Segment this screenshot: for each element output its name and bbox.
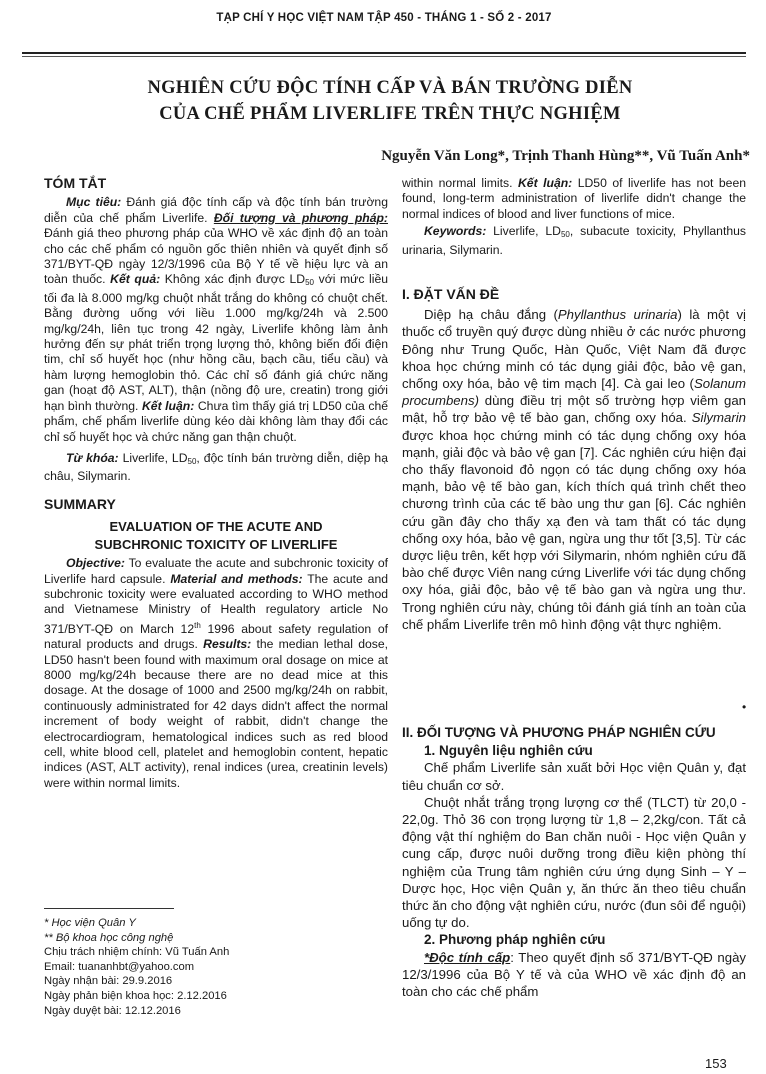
left-column — [44, 176, 388, 791]
s1-text-d: được khoa học chứng minh có tác dụng chống oxy hóa mạnh, giải độc và bảo vệ gan [7]. Các nghiên cứu hiện đại cho thấy flavonoid đỏ ngọn có tác dụng chống oxy hóa mạnh, bảo vệ tế bào gan, kích thích quá trình chết theo chương trình của các tế bào ung thư gan [6]. Các nghiên cứu gần đây cho thấy xạ đen và tam thất có tác dụng chống oxy hóa, bảo vệ gan, ngừa ung thư tốt [3,5]. Từ các dược liệu trên, kết hợp với Silymarin, nhóm nghiên cứu đã bào chế được Viên nang cứng Liverlife với tác dụng chống oxy hóa, giải độc, bảo vệ tế bào gan và ngừa ung thư. Trong nghiên cứu này, chúng tôi đánh giá tính an toàn của chế phẩm Liverlife trên mô hình động vật thực nghiệm. — [402, 427, 746, 632]
label-results: Results: — [203, 637, 252, 652]
article-title-line1: NGHIÊN CỨU ĐỘC TÍNH CẤP VÀ BÁN TRƯỜNG DIỄN — [147, 78, 633, 98]
header-divider — [22, 52, 746, 54]
text-conclusion: LD50 of liverlife has not been found, long-term administration of liverlife didn't change the normal indices of blood and liver functions of mice. — [402, 176, 747, 221]
text-keywords-a: Liverlife, LD — [493, 224, 561, 239]
text-doi-tuong: Đánh giá theo phương pháp của WHO về xác định độ an toàn cho các chế phẩm có nguồn gốc thiên nhiên và quyết định số 371/BYT-QĐ ngày 12/3/1996 của Bộ Y tế về hiệu lực và an toàn thuốc. — [44, 226, 388, 287]
footnote-affiliation-1: * Học viện Quân Y — [44, 917, 136, 929]
s1-text-a: Diệp hạ châu đắng ( — [424, 307, 558, 323]
s2-paragraph-3 — [402, 949, 746, 1001]
ld50-subscript: 50 — [187, 456, 197, 466]
text-material-a: The acute and subchronic toxicity were evaluated according to WHO method and Vietnamese Ministry of Health regulatory article No 371/BYT-QĐ on March 12 — [44, 571, 389, 636]
label-ket-luan: Kết luận: — [141, 398, 195, 413]
footnote-received: Ngày nhận bài: 29.9.2016 — [44, 975, 173, 988]
superscript-th: th — [194, 620, 201, 630]
footnote-reviewed: Ngày phản biện khoa học: 2.12.2016 — [44, 989, 227, 1002]
footnote-accepted: Ngày duyệt bài: 12.12.2016 — [44, 1004, 181, 1017]
text-ket-qua-a: Không xác định được LD — [164, 272, 306, 287]
label-tu-khoa: Từ khóa: — [66, 450, 119, 465]
s1-text-b: ) là một vị thuốc cổ truyền quý được dùng nhiều ở các nước phương Đông như Trung Quốc, Hàn Quốc, Việt Nam đã được khoa học chứng minh có tác dụng giải độc, bảo vệ gan, chống oxy hóa, bảo vệ tim mạch [4]. Cà gai leo ( — [402, 307, 746, 392]
label-ket-qua: Kết quả: — [110, 272, 161, 287]
label-conclusion: Kết luận: — [518, 176, 573, 190]
keywords-en — [402, 224, 746, 258]
keywords-vi — [44, 451, 388, 485]
footnote-affiliation-2: ** Bộ khoa học công nghệ — [44, 931, 174, 944]
ld50-subscript: 50 — [560, 230, 570, 240]
english-title-line2: SUBCHRONIC TOXICITY OF LIVERLIFE — [94, 537, 338, 553]
label-doc-tinh-cap: *Độc tính cấp — [424, 949, 511, 965]
footnotes — [44, 916, 344, 1018]
journal-header: TẠP CHÍ Y HỌC VIỆT NAM TẬP 450 - THÁNG 1 - SỐ 2 - 2017 — [216, 12, 552, 24]
s1-italic-silymarin: Silymarin — [691, 410, 746, 426]
right-column-top — [402, 176, 746, 258]
label-doi-tuong: Đối tượng và phương pháp: — [213, 210, 388, 225]
text-ket-qua-b: với mức liều tối đa là 8.000 mg/kg chuột nhắt trắng do không có chuột chết. Bằng đường uống với liều 1.000 mg/kg/24h và 2.500 mg/kg/24h, liên tục trong 42 ngày, Liverlife không làm ảnh hưởng đến sự phát triển trọng lượng thỏ, không biến đổi điện tim, chỉ số huyết học (như hồng cầu, bạch cầu, tiểu cầu) và hàm lượng hemoglobin thỏ. Các chỉ số đánh giá chức năng gan (hoạt độ AST, ALT), thận (nồng độ ure, creatin) trong giới hạn bình thường. — [44, 272, 389, 413]
english-title-line1: EVALUATION OF THE ACUTE AND — [109, 519, 323, 535]
label-material: Material and methods: — [170, 571, 303, 586]
label-objective: Objective: — [66, 556, 125, 571]
text-keywords-b: , subacute toxicity, Phyllanthus urinaria, Silymarin. — [402, 224, 746, 257]
section-1 — [402, 286, 746, 633]
article-title-line2: CỦA CHẾ PHẨM LIVERLIFE TRÊN THỰC NGHIỆM — [159, 104, 621, 124]
section-heading-tom-tat: TÓM TẮT — [44, 175, 107, 191]
text-material-b: 1996 about safety regulation of natural products and drugs. — [44, 621, 388, 652]
text-tu-khoa-a: Liverlife, LD — [122, 450, 188, 465]
s1-italic-phyllanthus: Phyllanthus urinaria — [557, 307, 678, 323]
summary-conclusion-paragraph — [402, 176, 746, 222]
text-ket-luan: Chưa tìm thấy giá trị LD50 của chế phẩm, chế phẩm liverlife dùng kéo dài không làm thay đổi các chỉ số huyết học và chức năng gan thận chuột. — [44, 398, 389, 444]
s1-italic-solanum: Solanum procumbens) — [402, 376, 746, 409]
text-doc-tinh-cap: : Theo quyết định số 371/BYT-QĐ ngày 12/3/1996 của Bộ Y tế và của WHO về xác định độ an toàn cho các chế phẩm — [402, 949, 746, 1000]
s2-paragraph-1: Chế phẩm Liverlife sản xuất bởi Học viện Quân y, đạt tiêu chuẩn cơ sở. — [402, 760, 746, 793]
label-keywords: Keywords: — [424, 224, 487, 239]
text-results-end: within normal limits. — [402, 176, 513, 190]
s1-text-c: dùng điều trị một số trường hợp viêm gan mật, hỗ trợ bảo vệ tế bào gan, chống oxy hóa. — [402, 393, 746, 426]
text-tu-khoa-b: , độc tính bán trường diễn, diệp hạ châu, Silymarin. — [44, 450, 388, 484]
section-2 — [402, 724, 746, 1000]
label-muc-tieu: Mục tiêu: — [66, 195, 122, 210]
text-muc-tieu: Đánh giá độc tính cấp và độc tính bán trường diễn của chế phẩm Liverlife. — [44, 195, 388, 225]
section-heading-doi-tuong: II. ĐỐI TƯỢNG VÀ PHƯƠNG PHÁP NGHIÊN CỨU — [402, 725, 716, 740]
subsection-nguyen-lieu: 1. Nguyên liệu nghiên cứu — [424, 743, 593, 759]
text-results: the median lethal dose, LD50 hasn't been found with maximum oral dosage on mice at 8000 mg/kg/24h because there are no dead mice at this dosage. At the dosage of 1000 and 2500 mg/kg/24h on rabbit, continuously administrated for 42 days didn't affect the normal increment of body weight of rabbit, didn't change the electrocardiogram, hematological indices such as red blood cell, white blood cell, platelet and hemoglobin content, hepatic indices (AST, ALT activity), renal indices (urea, creatinin levels) were within normal limits. — [44, 637, 389, 790]
ld50-subscript: 50 — [305, 278, 314, 288]
text-objective: To evaluate the acute and subchronic toxicity of Liverlife hard capsule. — [44, 556, 388, 586]
s2-paragraph-2: Chuột nhắt trắng trọng lượng cơ thể (TLCT) từ 20,0 - 22,0g. Thỏ 36 con trọng lượng từ 1,8 – 2,2kg/con. Tất cả động vật thí nghiệm do Ban chăn nuôi - Học viện Quân y cung cấp, được nuôi dưỡng trong điều kiện phòng thí nghiệm của Trung tâm nghiên cứu ứng dụng Sinh – Y – Dược học, Học viện Quân y, ăn thức ăn theo tiêu chuẩn thức ăn cho động vật nghiên cứu, nước (đun sôi để nguội) uống tự do. — [402, 794, 746, 931]
footnote-divider — [44, 908, 174, 909]
section-heading-dat-van-de: I. ĐẶT VẤN ĐỀ — [402, 286, 500, 302]
abstract-en-paragraph — [44, 556, 388, 791]
section-heading-summary: SUMMARY — [44, 495, 116, 512]
section-1-paragraph — [402, 306, 746, 633]
abstract-vi-paragraph — [44, 195, 388, 445]
page-number: 153 — [705, 1056, 727, 1071]
subsection-phuong-phap: 2. Phương pháp nghiên cứu — [424, 932, 606, 948]
authors: Nguyễn Văn Long*, Trịnh Thanh Hùng**, Vũ Tuấn Anh* — [381, 148, 750, 164]
footnote-corresponding: Chịu trách nhiệm chính: Vũ Tuấn Anh — [44, 946, 230, 959]
bullet-mark: • — [742, 700, 747, 714]
header-divider-thin — [22, 56, 746, 57]
footnote-email: Email: tuananhbt@yahoo.com — [44, 960, 195, 973]
